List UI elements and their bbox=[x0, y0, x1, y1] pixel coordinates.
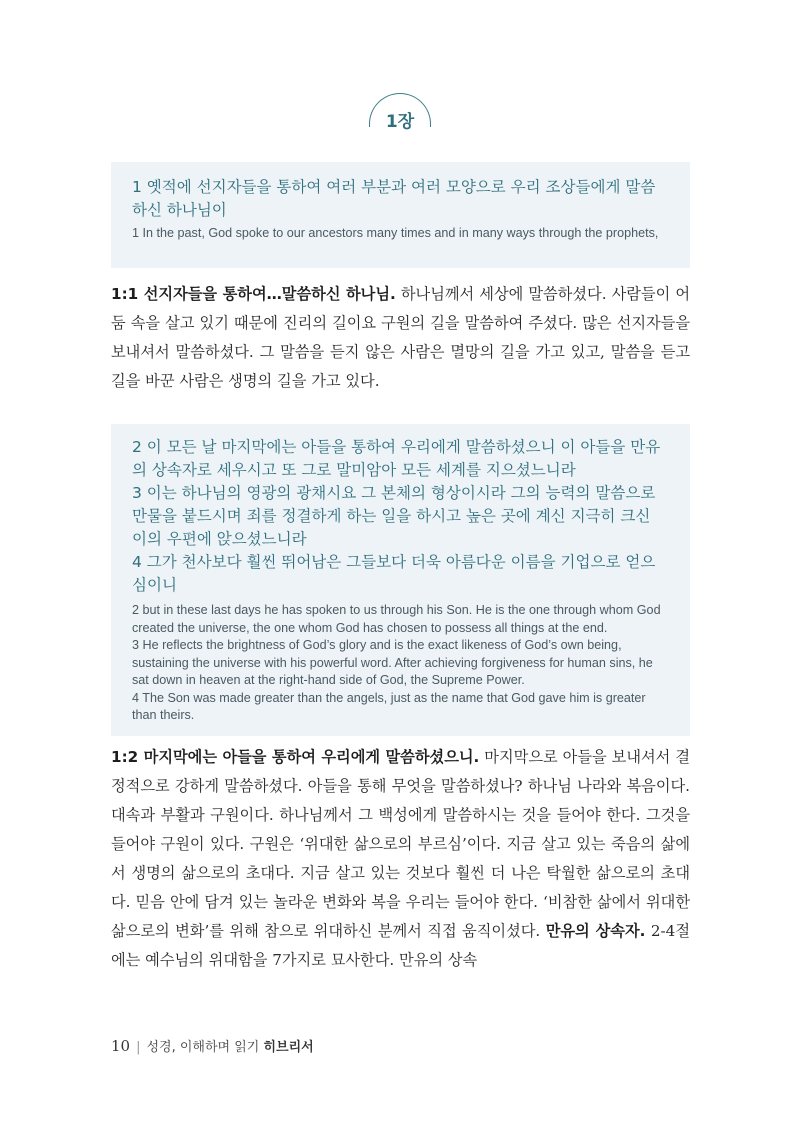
commentary-1-1-text: 하나님께서 세상에 말씀하셨다. 사람들이 어둠 속을 살고 있기 때문에 진리의 길이요 구원의 길을 말씀하여 주셨다. 많은 선지자들을 보내셔서 말씀하셨다. 그 말씀을 듣지 않은 사람은 멸망의 길을 가고 있고, 말씀을 듣고 길을 바꾼 사람은 생명의 길을 가고 있다. bbox=[111, 285, 690, 390]
verse-3-english: 3 He reflects the brightness of God’s glory and is the exact likeness of God’s own being, sustaining the universe with his powerful word. After achieving forgiveness for human sins, he sat down in heaven at the right-hand side of God, the Supreme Power. bbox=[132, 638, 653, 687]
verse-4-english: 4 The Son was made greater than the angels, just as the name that God gave him is greater than theirs. bbox=[132, 690, 646, 722]
heir-of-all-things-heading: 만유의 상속자. bbox=[545, 922, 646, 940]
series-title: 성경, 이해하며 읽기 bbox=[146, 1040, 260, 1055]
verse-4-korean: 4 그가 천사보다 훨씬 뛰어남은 그들보다 더욱 아름다운 이름을 기업으로 얻으심이니 bbox=[132, 553, 656, 594]
verse-1-korean: 1 옛적에 선지자들을 통하여 여러 부분과 여러 모양으로 우리 조상들에게 말씀하신 하나님이 bbox=[132, 178, 656, 219]
footer-separator: | bbox=[136, 1040, 141, 1055]
page-footer bbox=[111, 1036, 314, 1055]
page-number: 10 bbox=[111, 1037, 131, 1055]
chapter-label: 1장 bbox=[385, 112, 415, 132]
commentary-heir-text: 2-4절에는 예수님의 위대함을 7가지로 묘사한다. 만유의 상속 bbox=[111, 922, 690, 969]
commentary-1-2-text: 마지막으로 아들을 보내셔서 결정적으로 강하게 말씀하셨다. 아들을 통해 무엇을 말씀하셨나? 하나님 나라와 복음이다. 대속과 부활과 구원이다. 하나님께서 그 백성에게 말씀하시는 것을 들어야 한다. 그것을 들어야 구원이 있다. 구원은 ‘위대한 삶으로의 부르심’이다. 지금 살고 있는 죽음의 삶에서 생명의 삶으로의 초대다. 지금 살고 있는 것보다 훨씬 더 나은 탁월한 삶으로의 초대다. 믿음 안에 담겨 있는 놀라운 변화와 복을 우리는 들어야 한다. ‘비참한 삶에서 위대한 삶으로의 변화’를 위해 참으로 위대하신 분께서 직접 움직이셨다. bbox=[111, 748, 690, 940]
english-verses-block bbox=[132, 602, 669, 725]
verse-2-korean: 2 이 모든 날 마지막에는 아들을 통하여 우리에게 말씀하셨으니 이 아들을 만유의 상속자로 세우시고 또 그로 말미암아 모든 세계를 지으셨느니라 bbox=[132, 438, 661, 479]
verse-3-korean: 3 이는 하나님의 영광의 광채시요 그 본체의 형상이시라 그의 능력의 말씀으로 만물을 붙드시며 죄를 정결하게 하는 일을 하시고 높은 곳에 계신 지극히 크신 이의 우편에 앉으셨느니라 bbox=[132, 484, 656, 548]
commentary-1-1 bbox=[111, 280, 690, 396]
scripture-box-verses-2-4 bbox=[111, 424, 690, 736]
commentary-1-1-heading: 1:1 선지자들을 통하여…말씀하신 하나님. bbox=[111, 285, 396, 303]
book-title: 히브리서 bbox=[263, 1040, 314, 1055]
verse-2-english: 2 but in these last days he has spoken to us through his Son. He is the one through whom God created the universe, the one whom God has chosen to possess all things at the end. bbox=[132, 603, 661, 635]
commentary-1-2-heading: 1:2 마지막에는 아들을 통하여 우리에게 말씀하셨으니. bbox=[111, 748, 480, 766]
scripture-box-verse-1 bbox=[111, 162, 690, 268]
commentary-1-2 bbox=[111, 743, 690, 975]
verse-1-english: 1 In the past, God spoke to our ancestors many times and in many ways through the prophets, bbox=[132, 226, 659, 240]
chapter-badge bbox=[369, 93, 431, 132]
